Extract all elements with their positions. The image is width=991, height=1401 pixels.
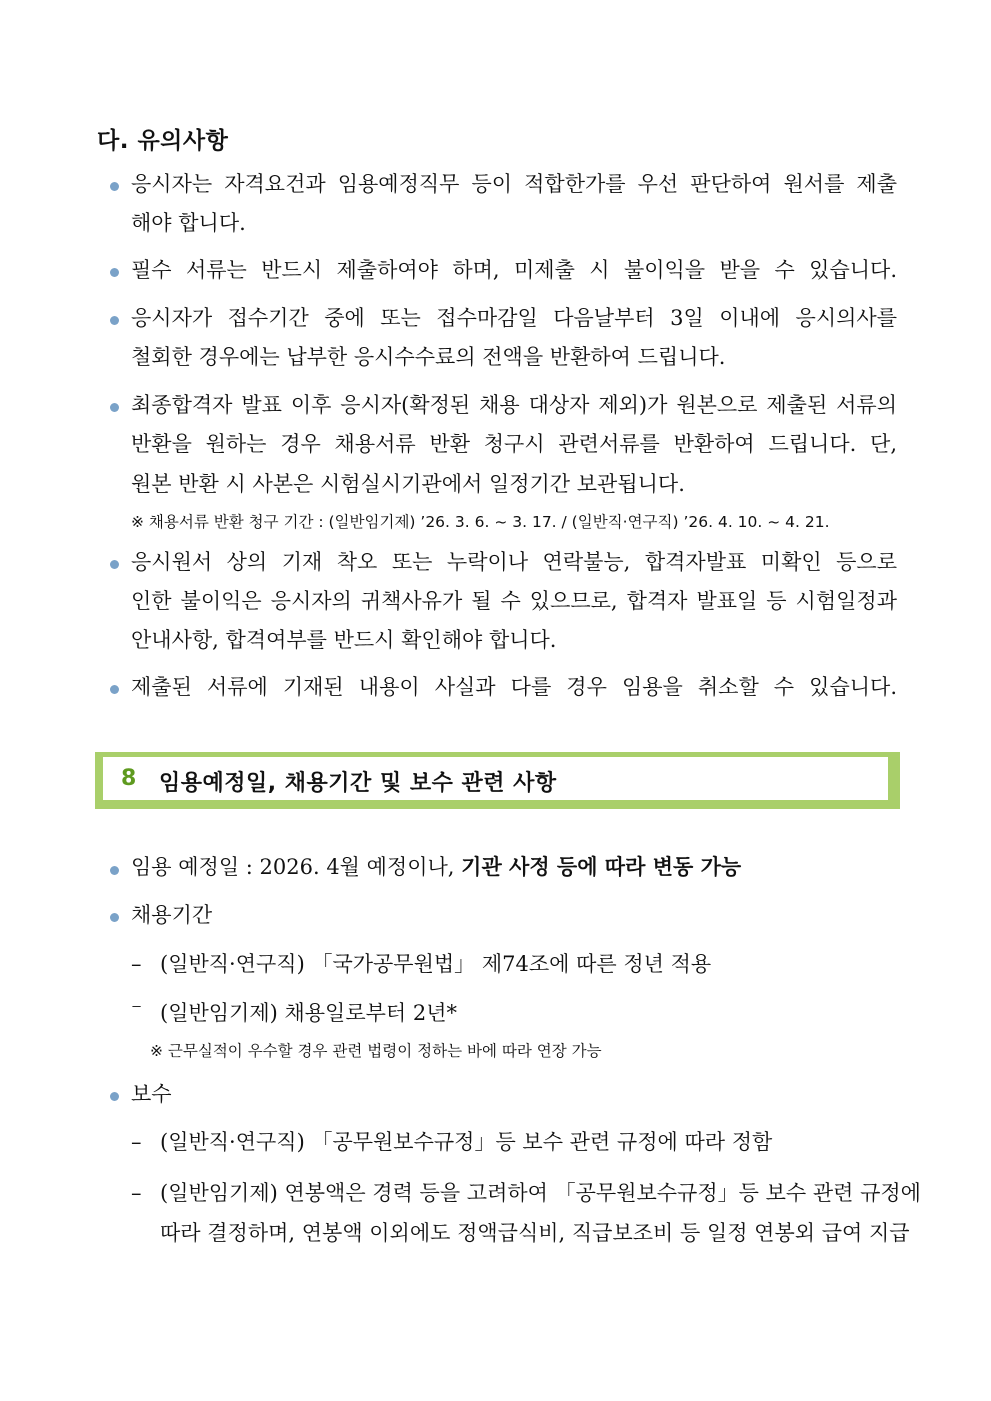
notice-item-4-line-3: 원본 반환 시 사본은 시험실시기관에서 일정기간 보관됩니다. [131, 472, 685, 496]
dash-marker: – [131, 1130, 142, 1154]
dash-marker: ⁻ [131, 998, 143, 1022]
section-number: 8 [121, 766, 137, 791]
pay-item-1: (일반직·연구직) 「공무원보수규정」등 보수 관련 규정에 따라 정함 [160, 1130, 773, 1154]
bullet-icon [110, 403, 119, 412]
start-date-emphasis: 기관 사정 등에 따라 변동 가능 [461, 855, 742, 879]
notice-item-4-line-1: 최종합격자 발표 이후 응시자(확정된 채용 대상자 제외)가 원본으로 제출된 서류의 [131, 393, 897, 417]
pay-item-2-line-2: 따라 결정하며, 연봉액 이외에도 정액급식비, 직급보조비 등 일정 연봉외 급여 지급 [160, 1221, 910, 1245]
bullet-icon [110, 866, 119, 875]
notice-item-5-line-2: 인한 불이익은 응시자의 귀책사유가 될 수 있으므로, 합격자 발표일 등 시험일정과 [131, 589, 897, 613]
bullet-icon [110, 913, 119, 922]
period-item-1: (일반직·연구직) 「국가공무원법」 제74조에 따른 정년 적용 [160, 952, 712, 976]
start-date-prefix: 임용 예정일 : 2026. 4월 예정이나, [131, 855, 462, 879]
notice-item-4-line-2: 반환을 원하는 경우 채용서류 반환 청구시 관련서류를 반환하여 드립니다. 단, [131, 432, 897, 456]
bullet-icon [110, 685, 119, 694]
notice-item-3-line-2: 철회한 경우에는 납부한 응시수수료의 전액을 반환하여 드립니다. [131, 345, 726, 369]
bullet-icon [110, 268, 119, 277]
bullet-icon [110, 316, 119, 325]
start-date-line [131, 857, 741, 878]
dash-marker: – [131, 952, 142, 976]
pay-item-2-line-1: (일반임기제) 연봉액은 경력 등을 고려하여 「공무원보수규정」등 보수 관련 규정에 [160, 1181, 921, 1205]
section-title: 임용예정일, 채용기간 및 보수 관련 사항 [159, 771, 557, 796]
extension-note: ※ 근무실적이 우수할 경우 관련 법령이 정하는 바에 따라 연장 가능 [150, 1042, 602, 1060]
notice-item-5-line-3: 안내사항, 합격여부를 반드시 확인해야 합니다. [131, 628, 557, 652]
dash-marker: – [131, 1181, 142, 1205]
notice-item-1-line-2: 해야 합니다. [131, 211, 246, 235]
section-banner [95, 752, 900, 809]
period-item-2: (일반임기제) 채용일로부터 2년* [160, 1001, 458, 1025]
period-label: 채용기간 [131, 903, 213, 927]
notice-item-5-line-1: 응시원서 상의 기재 착오 또는 누락이나 연락불능, 합격자발표 미확인 등으로 [131, 550, 897, 574]
notice-item-1-line-1: 응시자는 자격요건과 임용예정직무 등이 적합한가를 우선 판단하여 원서를 제출 [131, 172, 897, 196]
pay-label: 보수 [131, 1082, 172, 1106]
bullet-icon [110, 182, 119, 191]
notice-item-2-line-1: 필수 서류는 반드시 제출하여야 하며, 미제출 시 불이익을 받을 수 있습니다. [131, 258, 897, 282]
return-period-note: ※ 채용서류 반환 청구 기간 : (일반임기제) ’26. 3. 6. ~ 3. 17. / (일반직·연구직) ’26. 4. 10. ~ 4. 21. [131, 513, 830, 531]
bullet-icon [110, 560, 119, 569]
section-heading: 다. 유의사항 [97, 128, 229, 154]
bullet-icon [110, 1092, 119, 1101]
notice-item-3-line-1: 응시자가 접수기간 중에 또는 접수마감일 다음날부터 3일 이내에 응시의사를 [131, 306, 897, 330]
notice-item-6-line-1: 제출된 서류에 기재된 내용이 사실과 다를 경우 임용을 취소할 수 있습니다. [131, 675, 897, 699]
